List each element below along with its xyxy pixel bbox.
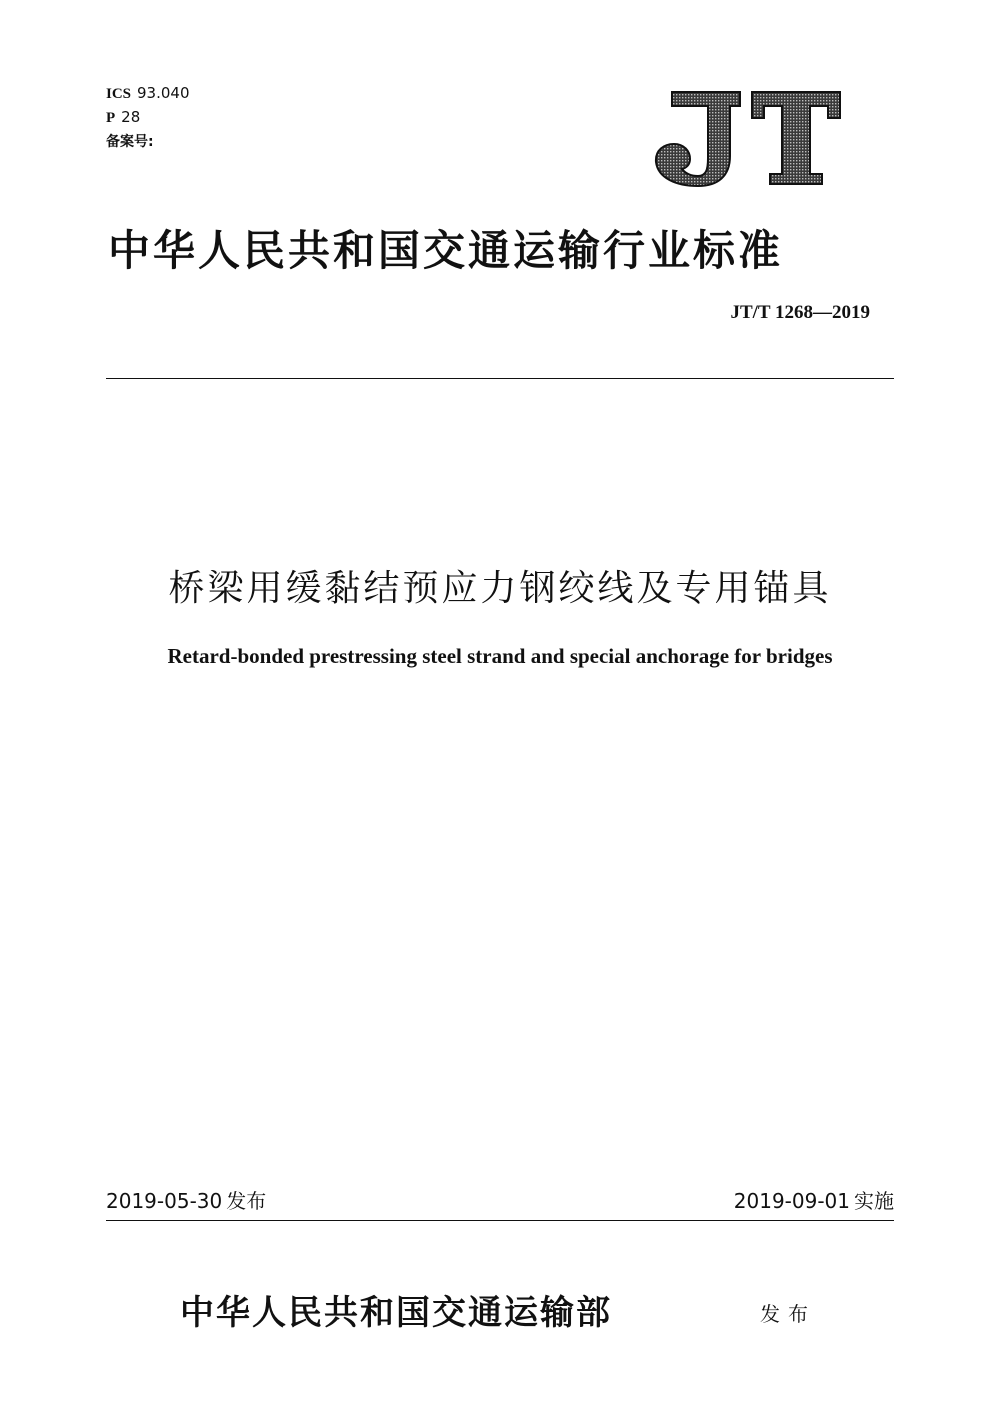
issue-date-value: 2019-05-30 (106, 1189, 223, 1213)
effective-date-label: 实施 (854, 1189, 894, 1213)
class-row (106, 106, 190, 130)
class-value: 28 (121, 108, 141, 126)
ics-row (106, 82, 190, 106)
jt-logo-graphic (652, 88, 844, 188)
effective-date (734, 1185, 894, 1214)
document-title-english: Retard-bonded prestressing steel strand and special anchorage for bridges (167, 644, 833, 668)
issue-date-label: 发布 (226, 1189, 267, 1213)
ics-label: ICS (106, 86, 132, 102)
top-divider (106, 378, 894, 379)
issuing-authority: 中华人民共和国交通运输部 (180, 1293, 612, 1333)
class-label: P (106, 110, 116, 126)
standard-number: JT/T 1268—2019 (730, 302, 870, 323)
classification-block (106, 82, 190, 154)
record-row (106, 130, 190, 154)
effective-date-value: 2019-09-01 (733, 1189, 850, 1213)
standard-category-title: 中华人民共和国交通运输行业标准 (108, 226, 784, 275)
issue-date (106, 1185, 266, 1214)
ics-value: 93.040 (137, 84, 190, 102)
bottom-divider (106, 1220, 894, 1221)
record-label: 备案号: (106, 134, 154, 150)
issuing-action: 发布 (760, 1302, 816, 1326)
document-title-chinese: 桥梁用缓黏结预应力钢绞线及专用锚具 (168, 568, 832, 609)
jt-logo (652, 88, 844, 188)
